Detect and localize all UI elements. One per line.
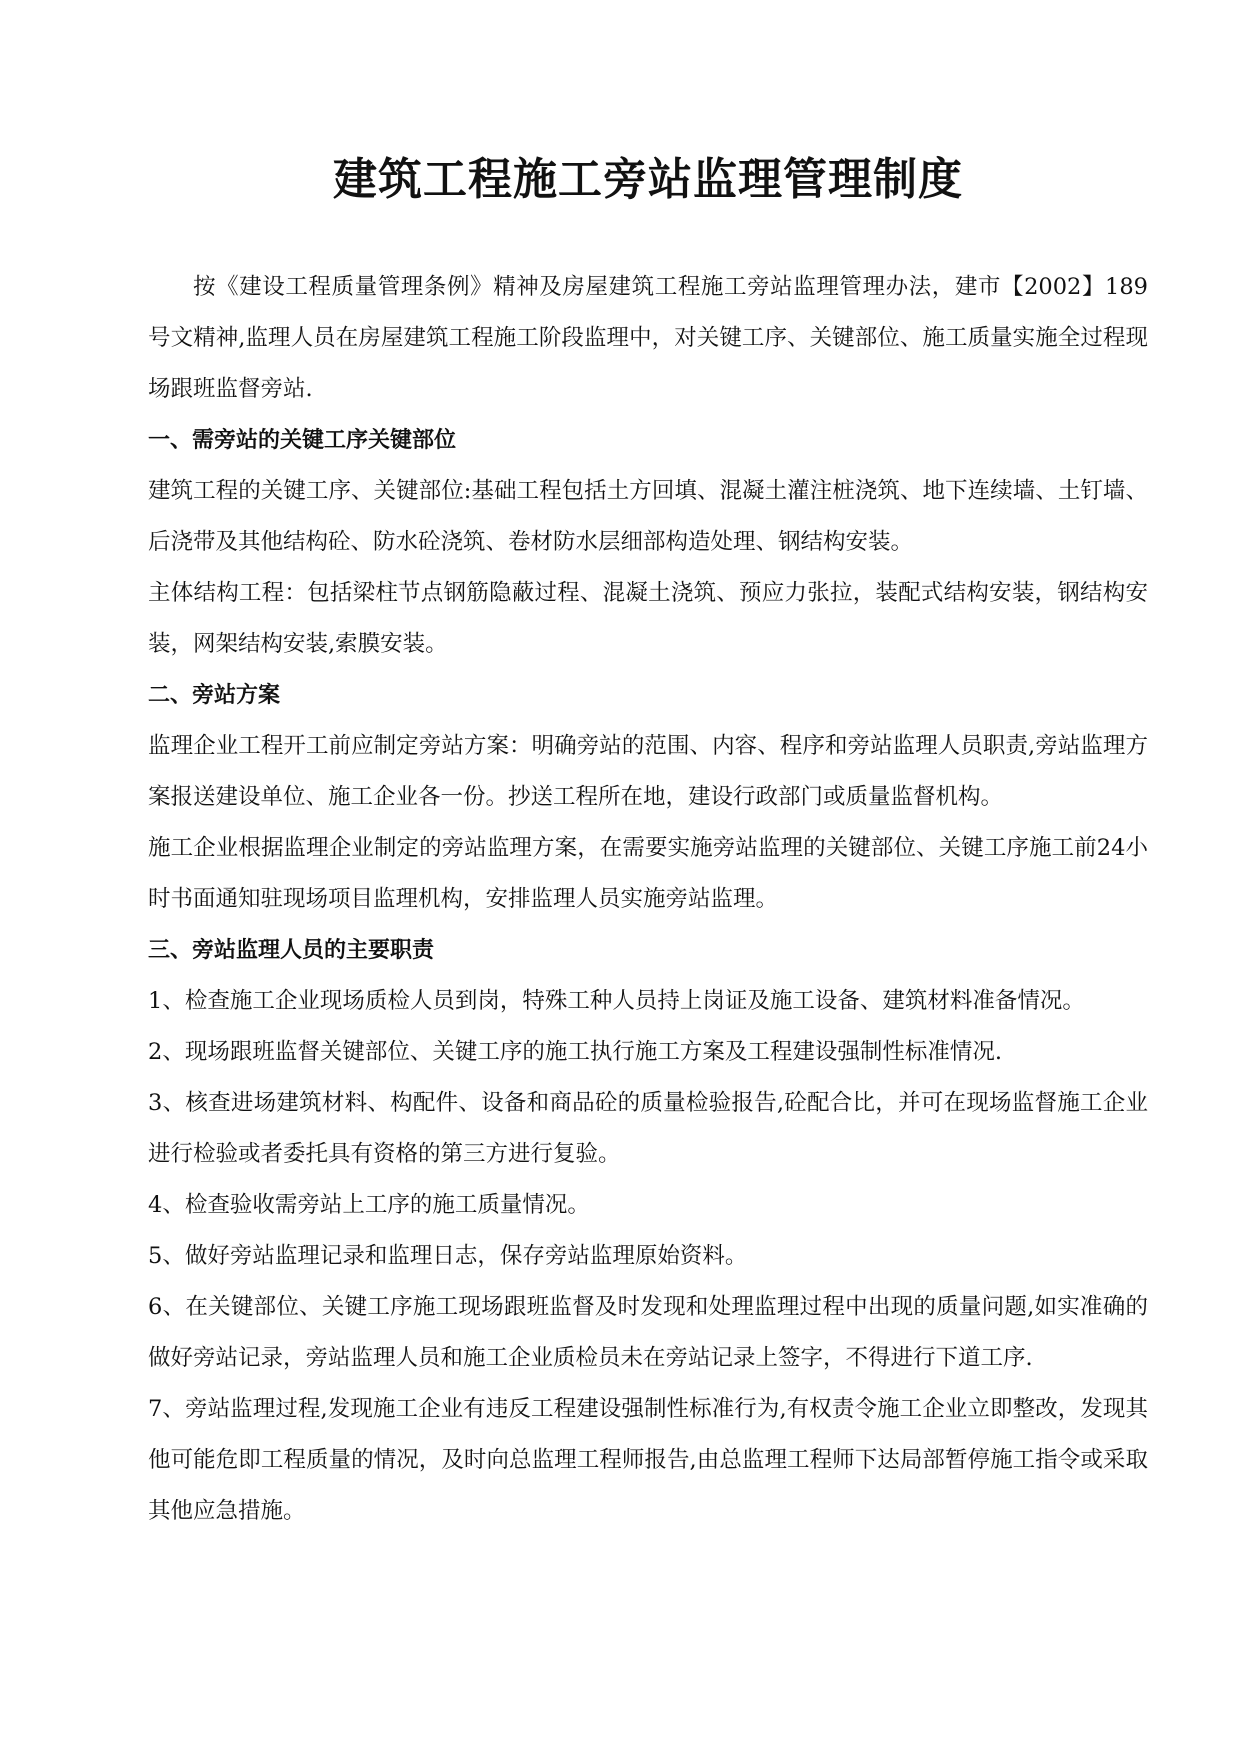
section-supervision-plan xyxy=(148,670,1148,925)
section-heading: 三、旁站监理人员的主要职责 xyxy=(148,938,435,963)
section-paragraph: 监理企业工程开工前应制定旁站方案：明确旁站的范围、内容、程序和旁站监理人员职责,旁站监理方案报送建设单位、施工企业各一份。抄送工程所在地，建设行政部门或质量监督机构。 xyxy=(148,733,1148,810)
duty-item: 6、在关键部位、关键工序施工现场跟班监督及时发现和处理监理过程中出现的质量问题,如实准确的做好旁站记录，旁站监理人员和施工企业质检员未在旁站记录上签字，不得进行下道工序. xyxy=(148,1294,1148,1371)
section-paragraph: 建筑工程的关键工序、关键部位:基础工程包括土方回填、混凝土灌注桩浇筑、地下连续墙、土钉墙、后浇带及其他结构砼、防水砼浇筑、卷材防水层细部构造处理、钢结构安装。 xyxy=(148,478,1148,555)
section-key-processes xyxy=(148,415,1148,670)
document-body xyxy=(148,262,1148,1537)
section-duties xyxy=(148,925,1148,1537)
intro-paragraph: 按《建设工程质量管理条例》精神及房屋建筑工程施工旁站监理管理办法，建市【2002】189号文精神,监理人员在房屋建筑工程施工阶段监理中，对关键工序、关键部位、施工质量实施全过程现场跟班监督旁站. xyxy=(148,274,1148,402)
duty-item: 2、现场跟班监督关键部位、关键工序的施工执行施工方案及工程建设强制性标准情况. xyxy=(148,1039,1002,1065)
section-heading: 二、旁站方案 xyxy=(148,683,281,708)
document-title: 建筑工程施工旁站监理管理制度 xyxy=(333,154,963,205)
duty-item: 4、检查验收需旁站上工序的施工质量情况。 xyxy=(148,1192,590,1218)
duty-item: 3、核查进场建筑材料、构配件、设备和商品砼的质量检验报告,砼配合比，并可在现场监督施工企业进行检验或者委托具有资格的第三方进行复验。 xyxy=(148,1090,1148,1167)
duty-item: 7、旁站监理过程,发现施工企业有违反工程建设强制性标准行为,有权责令施工企业立即整改，发现其他可能危即工程质量的情况，及时向总监理工程师报告,由总监理工程师下达局部暂停施工指令或采取其他应急措施。 xyxy=(148,1396,1148,1524)
section-heading: 一、需旁站的关键工序关键部位 xyxy=(148,428,457,453)
section-paragraph: 施工企业根据监理企业制定的旁站监理方案，在需要实施旁站监理的关键部位、关键工序施工前24小时书面通知驻现场项目监理机构，安排监理人员实施旁站监理。 xyxy=(148,835,1148,912)
duty-item: 1、检查施工企业现场质检人员到岗，特殊工种人员持上岗证及施工设备、建筑材料准备情况。 xyxy=(148,988,1085,1014)
duty-item: 5、做好旁站监理记录和监理日志，保存旁站监理原始资料。 xyxy=(148,1243,748,1269)
section-paragraph: 主体结构工程：包括梁柱节点钢筋隐蔽过程、混凝土浇筑、预应力张拉，装配式结构安装，钢结构安装，网架结构安装,索膜安装。 xyxy=(148,580,1148,657)
